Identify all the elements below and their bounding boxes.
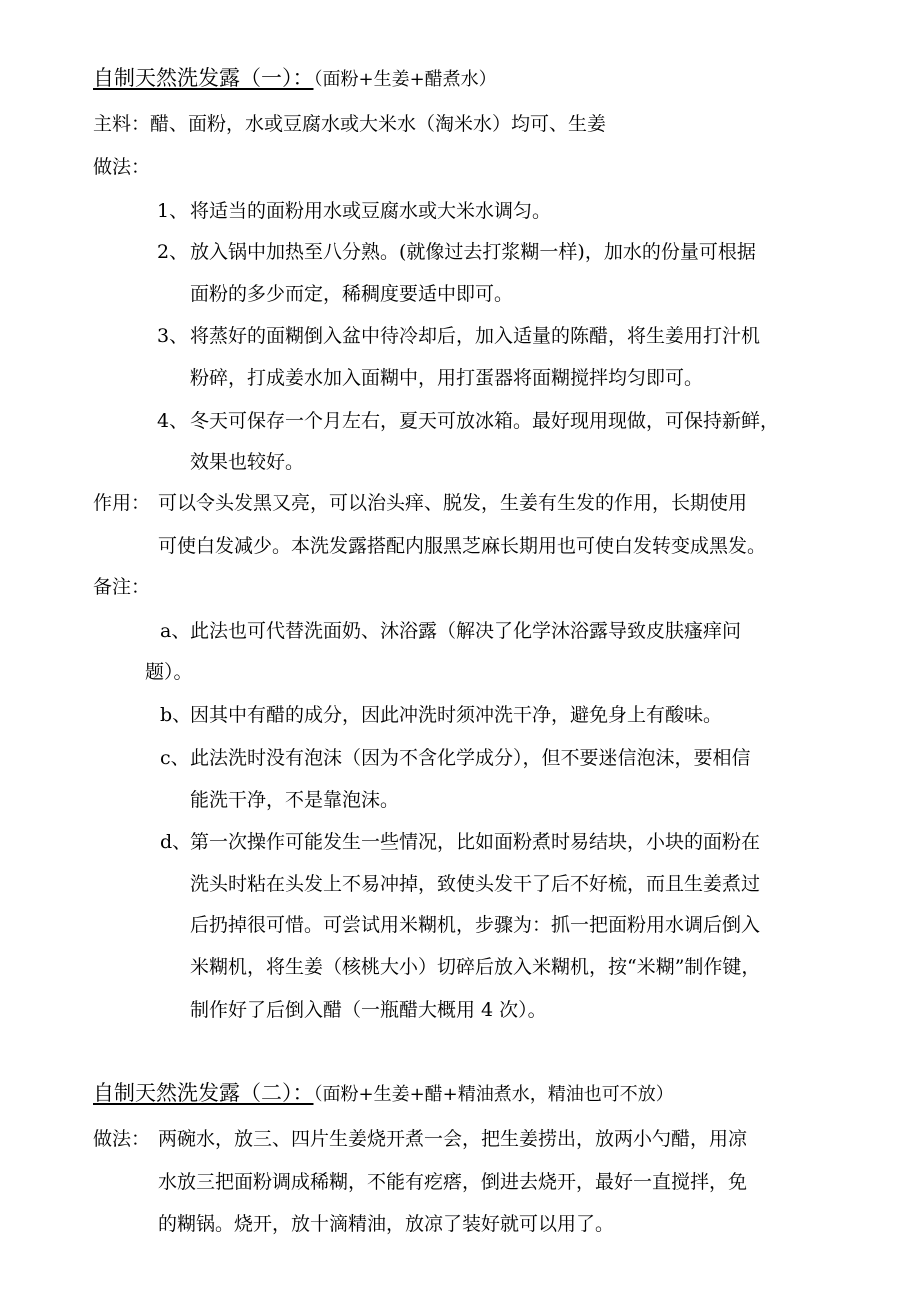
note-b-letter: b、 [160,704,192,726]
ingredients-line [93,112,606,136]
step-1-num: 1、 [157,200,189,222]
note-d-line-3: 后扔掉很可惜。可尝试用米糊机，步骤为：抓一把面粉用水调后倒入 [190,914,761,936]
section2-title-colon: ： [292,1081,314,1105]
step-4-num: 4、 [157,410,189,432]
method-label: 做法： [93,156,151,178]
ingredients-label: 主料： [93,113,151,135]
step-4-line-2: 效果也较好。 [190,451,305,473]
note-d-line-2: 洗头时粘在头发上不易冲掉，致使头发干了后不好梳，而且生姜煮过 [190,873,761,895]
step-1-line-1: 将适当的面粉用水或豆腐水或大米水调匀。 [190,200,552,222]
section2-method-line-2: 水放三把面粉调成稀糊，不能有疙瘩，倒进去烧开，最好一直搅拌，免 [158,1171,748,1193]
note-a-line-1: 此法也可代替洗面奶、沐浴露（解决了化学沐浴露导致皮肤瘙痒问 [190,620,742,642]
section1-title-colon: ： [292,66,314,90]
notes-label: 备注： [93,576,151,598]
effect-line-1: 可以令头发黑又亮，可以治头痒、脱发，生姜有生发的作用，长期使用 [158,492,748,514]
step-2-num: 2、 [157,241,189,263]
note-d-line-5: 制作好了后倒入醋（一瓶醋大概用 4 次）。 [190,999,547,1021]
effect-line-2: 可使白发减少。本洗发露搭配内服黑芝麻长期用也可使白发转变成黑发。 [158,535,767,557]
effect-label: 作用： [93,492,151,514]
section2-method-label: 做法： [93,1128,151,1150]
note-c-line-1: 此法洗时没有泡沫（因为不含化学成分），但不要迷信泡沫，要相信 [190,747,751,769]
note-d-line-4: 米糊机，将生姜（核桃大小）切碎后放入米糊机，按“米糊”制作键， [190,956,761,978]
step-2-line-1: 放入锅中加热至八分熟。(就像过去打浆糊一样)，加水的份量可根据 [190,241,756,263]
section1-heading [93,66,497,92]
section2-subtitle: （面粉+生姜+醋+精油煮水，精油也可不放） [313,1084,674,1105]
note-c-line-2: 能洗干净，不是靠泡沫。 [190,789,400,811]
section1-title: 自制天然洗发露（一） [93,66,293,90]
step-2-line-2: 面粉的多少而定，稀稠度要适中即可。 [190,283,514,305]
section1-subtitle: （面粉+生姜+醋煮水） [313,69,497,90]
step-4-line-1: 冬天可保存一个月左右，夏天可放冰箱。最好现用现做，可保持新鲜， [190,410,780,432]
note-b-line-1: 因其中有醋的成分，因此冲洗时须冲洗干净，避免身上有酸味。 [190,704,723,726]
note-d-letter: d、 [160,831,192,853]
note-c-letter: c、 [160,747,190,769]
section2-method-line-1: 两碗水，放三、四片生姜烧开煮一会，把生姜捞出，放两小勺醋，用凉 [158,1128,748,1150]
step-3-line-2: 粉碎，打成姜水加入面糊中，用打蛋器将面糊搅拌均匀即可。 [190,367,704,389]
step-3-num: 3、 [157,325,189,347]
note-a-line-2: 题）。 [145,661,193,683]
step-3-line-1: 将蒸好的面糊倒入盆中待冷却后，加入适量的陈醋，将生姜用打汁机 [190,325,761,347]
note-d-line-1: 第一次操作可能发生一些情况，比如面粉煮时易结块，小块的面粉在 [190,831,761,853]
section2-title: 自制天然洗发露（二） [93,1081,293,1105]
note-a-letter: a、 [160,620,191,642]
section2-method-line-3: 的糊锅。烧开，放十滴精油，放凉了装好就可以用了。 [158,1213,615,1235]
section2-heading [93,1081,674,1107]
ingredients-text: 醋、面粉，水或豆腐水或大米水（淘米水）均可、生姜 [150,113,607,135]
